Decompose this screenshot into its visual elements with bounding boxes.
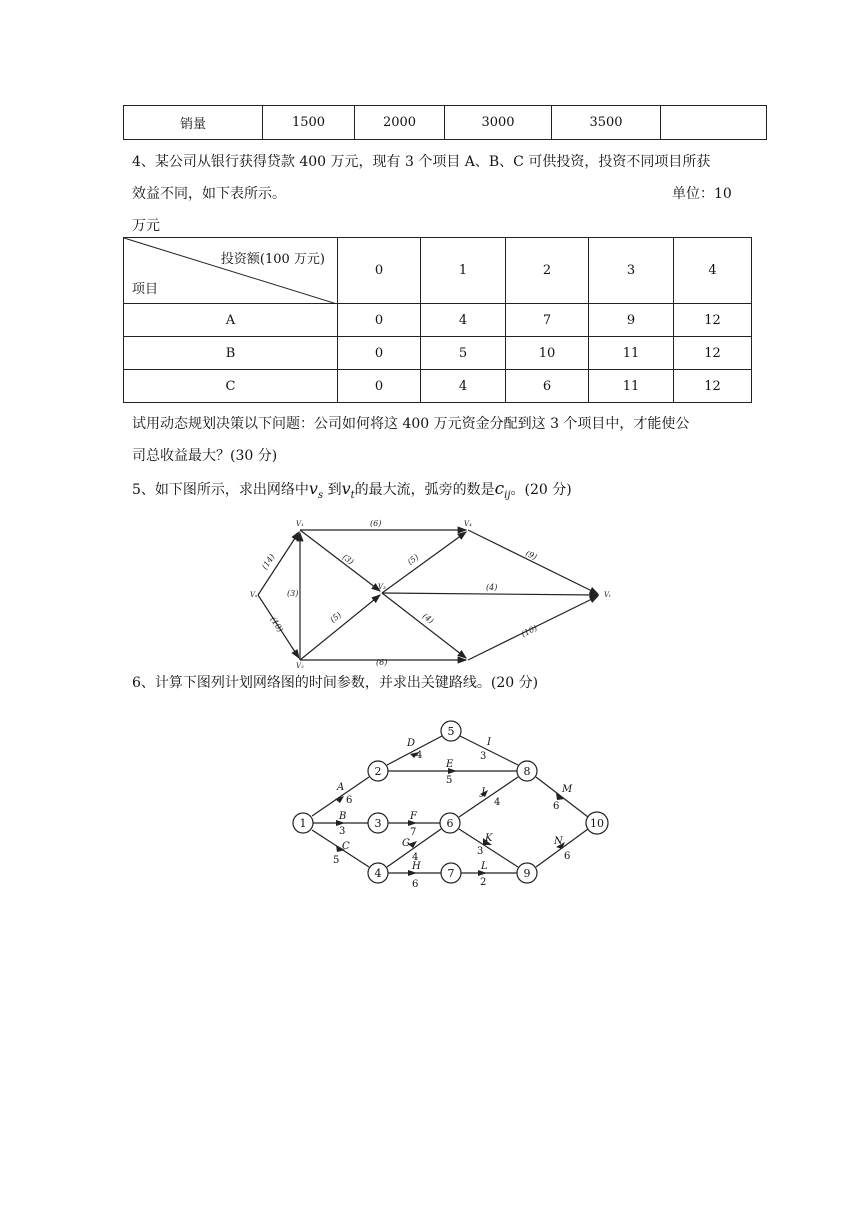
activity-J-duration: 4 — [494, 797, 501, 808]
cap-v4-vt: (9) — [524, 548, 539, 562]
table-cell: 12 — [674, 370, 752, 403]
vt-symbol: v — [341, 479, 351, 498]
arc-v3-v4 — [382, 532, 466, 593]
table-cell: 1500 — [263, 106, 355, 140]
q5-prefix: 5、如下图所示，求出网络中 — [132, 482, 309, 498]
table-cell: 销量 — [124, 106, 263, 140]
activity-A-name: A — [337, 782, 345, 793]
node-5-label: 5 — [447, 725, 455, 738]
cij-sub: ij — [504, 489, 511, 501]
activity-A-duration: 6 — [346, 795, 353, 806]
column-header: 1 — [421, 238, 506, 304]
q4-question-line2: 司总收益最大？(30 分) — [132, 448, 278, 464]
cap-v2-v3: (5) — [328, 610, 344, 625]
activity-H-name: H — [412, 861, 421, 872]
table-row — [124, 337, 752, 370]
activity-I-duration: 3 — [480, 751, 487, 762]
q5-to: 到 — [327, 482, 342, 498]
table-cell: 7 — [506, 304, 589, 337]
max-flow-network-diagram — [250, 515, 620, 670]
cap-v3-v5: (4) — [420, 611, 436, 626]
cap-v1-v3: (3) — [340, 552, 356, 567]
activity-E-name: E — [446, 759, 454, 770]
table-cell: 9 — [589, 304, 674, 337]
activity-K-duration: 3 — [477, 846, 484, 857]
node-vs-label: Vₛ — [250, 591, 258, 599]
activity-M-duration: 6 — [553, 801, 560, 812]
header-bottom-label: 项目 — [132, 282, 159, 297]
activity-E-duration: 5 — [446, 775, 453, 786]
q5-mid: 的最大流，弧旁的数是 — [354, 482, 495, 498]
q4-line1: 4、某公司从银行获得贷款 400 万元，现有 3 个项目 A、B、C 可供投资，投资不同项目所获 — [132, 154, 711, 170]
header-top-label: 投资额(100 万元) — [220, 252, 325, 267]
activity-B-duration: 3 — [339, 826, 346, 837]
table-row — [124, 370, 752, 403]
activity-F-name: F — [410, 811, 417, 822]
q5-text — [132, 479, 572, 506]
activity-B-name: B — [339, 811, 347, 822]
activity-J-arrow — [459, 777, 518, 817]
arc-v3-v5 — [382, 593, 466, 658]
table-cell: 5 — [421, 337, 506, 370]
node-2-label: 2 — [374, 765, 382, 778]
activity-L-name: L — [481, 861, 488, 872]
column-header: 4 — [674, 238, 752, 304]
node-v3-label: V₃ — [378, 583, 386, 591]
activity-K-name: K — [485, 833, 493, 844]
vs-sub: s — [317, 489, 324, 501]
activity-C-duration: 5 — [333, 855, 340, 866]
table-cell: 12 — [674, 304, 752, 337]
table-cell: 3500 — [552, 106, 661, 140]
node-v4-label: V₄ — [464, 520, 472, 528]
table-cell: 11 — [589, 370, 674, 403]
activity-C-name: C — [342, 841, 350, 852]
activity-J-name: J — [481, 787, 486, 798]
cap-v2-v1: (3) — [287, 589, 299, 598]
cap-vs-v2: (10) — [268, 615, 285, 634]
arc-v2-v3 — [300, 595, 380, 660]
arc-v1-v3 — [300, 530, 380, 591]
table-cell — [661, 106, 767, 140]
activity-G-duration: 4 — [412, 852, 419, 863]
activity-G-name: G — [402, 838, 410, 849]
table-cell: 12 — [674, 337, 752, 370]
activity-H-duration: 6 — [412, 879, 419, 890]
table-cell: 0 — [338, 304, 421, 337]
activity-L-duration: 2 — [480, 877, 487, 888]
table-cell: 10 — [506, 337, 589, 370]
node-v1-label: V₁ — [296, 520, 304, 528]
table-cell: 4 — [421, 304, 506, 337]
investment-table — [123, 237, 752, 403]
activity-F-duration: 7 — [410, 827, 417, 838]
q4-question-line1: 试用动态规划决策以下问题：公司如何将这 400 万元资金分配到这 3 个项目中，才能使公 — [132, 416, 690, 432]
table-cell: 3000 — [445, 106, 552, 140]
arc-v3-vt — [382, 593, 598, 595]
cij-symbol: c — [494, 479, 505, 499]
activity-N-name: N — [554, 836, 563, 847]
q4-line2: 效益不同，如下表所示。 — [132, 186, 286, 202]
node-10-label: 10 — [590, 817, 604, 830]
node-9-label: 9 — [523, 867, 531, 880]
node-6-label: 6 — [446, 817, 454, 830]
q4-line3: 万元 — [132, 218, 160, 234]
q6-text: 6、计算下图列计划网络图的时间参数，并求出关键路线。(20 分) — [132, 675, 539, 691]
cap-v3-v4: (5) — [405, 552, 421, 567]
activity-D-name: D — [407, 738, 416, 749]
row-label: B — [124, 337, 338, 370]
activity-D-duration: 4 — [416, 750, 423, 761]
project-network-diagram — [280, 712, 620, 897]
cap-vs-v1: (14) — [260, 552, 277, 572]
node-8-label: 8 — [523, 765, 531, 778]
column-header: 3 — [589, 238, 674, 304]
node-v2-label: V₂ — [296, 662, 304, 670]
activity-N-duration: 6 — [564, 851, 571, 862]
table-cell: 0 — [338, 337, 421, 370]
activity-M-name: M — [562, 784, 573, 795]
node-vt-label: Vₜ — [604, 591, 611, 599]
column-header: 2 — [506, 238, 589, 304]
table-row — [124, 304, 752, 337]
table-cell: 11 — [589, 337, 674, 370]
cap-v5-vt: (10) — [519, 623, 539, 639]
sales-table — [123, 105, 767, 140]
row-label: A — [124, 304, 338, 337]
node-7-label: 7 — [447, 867, 455, 880]
node-1-label: 1 — [299, 817, 307, 830]
vs-symbol: v — [308, 479, 318, 498]
cap-v1-v4: (6) — [370, 519, 382, 528]
column-header: 0 — [338, 238, 421, 304]
activity-I-name: I — [487, 737, 491, 748]
vt-sub: t — [350, 489, 355, 501]
table-cell: 4 — [421, 370, 506, 403]
node-3-label: 3 — [374, 817, 382, 830]
cap-v3-vt: (4) — [486, 583, 498, 592]
table-cell: 6 — [506, 370, 589, 403]
table-cell: 2000 — [355, 106, 445, 140]
cap-v2-v5: (6) — [376, 658, 388, 667]
node-4-label: 4 — [374, 867, 382, 880]
q4-unit: 单位：10 — [672, 186, 732, 202]
diagonal-header-cell — [124, 238, 338, 304]
table-cell: 0 — [338, 370, 421, 403]
q5-suffix: 。(20 分) — [510, 482, 572, 498]
row-label: C — [124, 370, 338, 403]
